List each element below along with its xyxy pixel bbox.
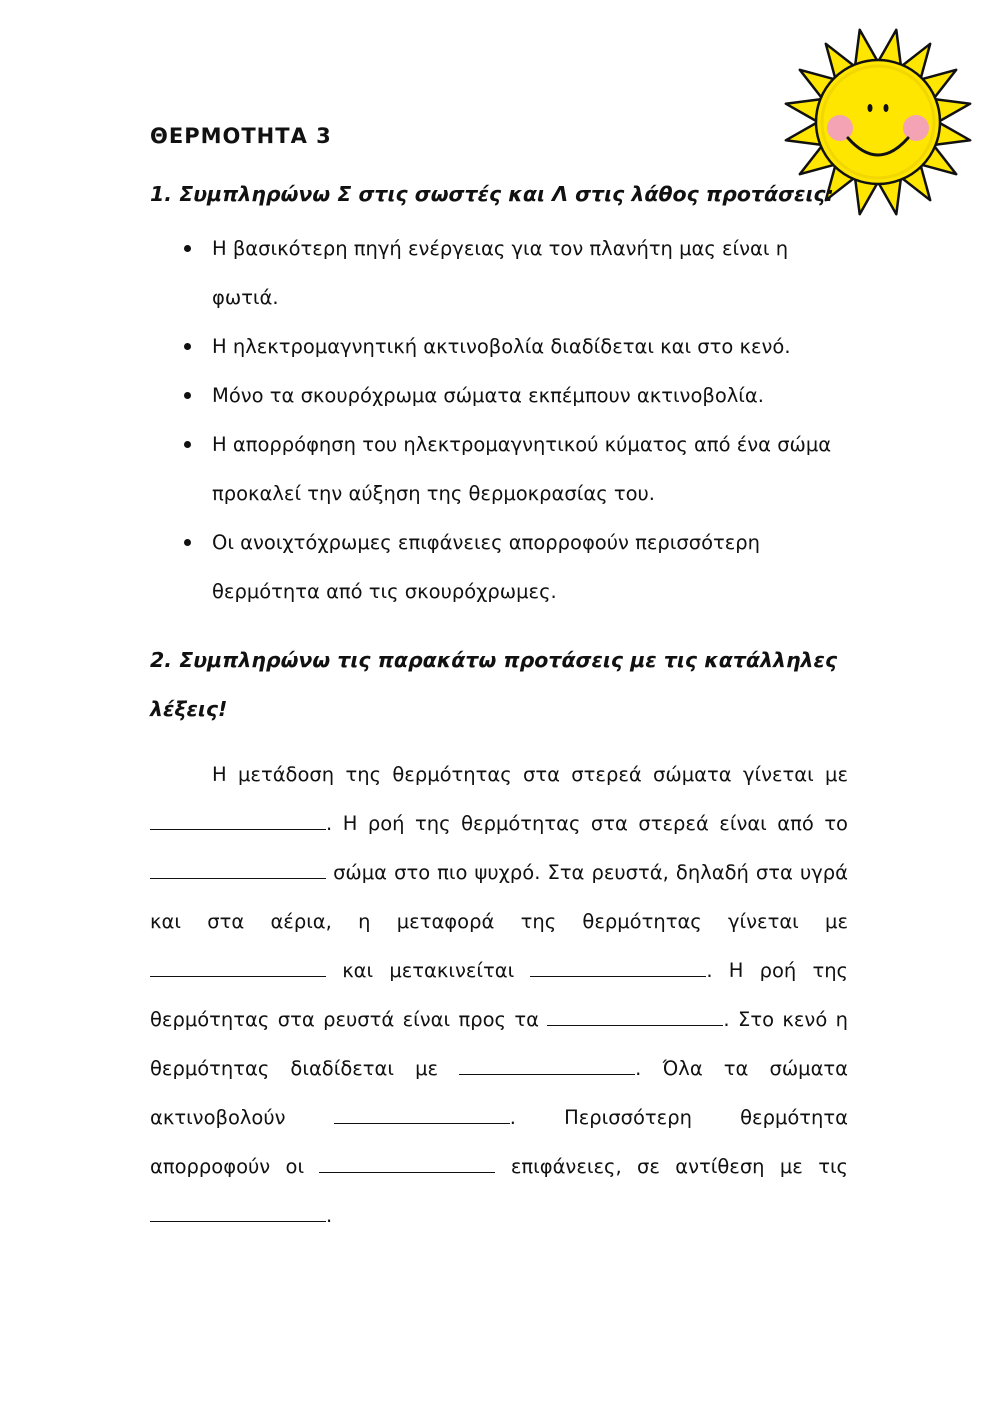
text-segment: . Στο κενό η θερμότητας διαδίδεται με	[150, 1008, 849, 1080]
fill-in-paragraph	[150, 750, 848, 1240]
blank-5[interactable]	[547, 1005, 723, 1026]
blank-2[interactable]	[150, 858, 326, 879]
blank-7[interactable]	[334, 1103, 510, 1124]
text-segment: . Όλα τα σώματα ακτινοβολούν	[150, 1057, 849, 1129]
blank-1[interactable]	[150, 809, 326, 830]
true-false-list	[150, 224, 850, 616]
text-segment: . Η ροή της θερμότητας στα στερεά είναι από το	[326, 812, 848, 835]
statement-4: Η απορρόφηση του ηλεκτρομαγνητικού κύματος από ένα σώμα προκαλεί την αύξηση της θερμοκρασίας του.	[150, 420, 850, 518]
statement-2: Η ηλεκτρομαγνητική ακτινοβολία διαδίδεται και στο κενό.	[150, 322, 850, 371]
right-eye	[884, 104, 889, 112]
blank-3[interactable]	[150, 956, 326, 977]
blank-4[interactable]	[530, 956, 706, 977]
left-eye	[868, 104, 873, 112]
statement-1: Η βασικότερη πηγή ενέργειας για τον πλανήτη μας είναι η φωτιά.	[150, 224, 850, 322]
text-segment: σώμα στο πιο ψυχρό. Στα ρευστά, δηλαδή στα υγρά και στα αέρια, η μεταφορά της θερμότητας γίνεται με	[150, 861, 849, 933]
statement-3: Μόνο τα σκουρόχρωμα σώματα εκπέμπουν ακτινοβολία.	[150, 371, 850, 420]
text-segment: . Περισσότερη θερμότητα απορροφούν οι	[150, 1106, 848, 1178]
text-segment: . Η ροή της θερμότητας στα ρευστά είναι προς τα	[150, 959, 849, 1031]
text-segment: επιφάνειες, σε αντίθεση με τις	[510, 1155, 848, 1178]
text-segment: και μετακινείται	[342, 959, 515, 982]
text-segment: .	[326, 1204, 333, 1227]
page-title: ΘΕΡΜΟΤΗΤΑ 3	[150, 124, 332, 148]
blank-6[interactable]	[459, 1054, 635, 1075]
statement-5: Οι ανοιχτόχρωμες επιφάνειες απορροφούν περισσότερη θερμότητα από τις σκουρόχρωμες.	[150, 518, 850, 616]
blank-9[interactable]	[150, 1201, 326, 1222]
section2-heading: 2. Συμπληρώνω τις παρακάτω προτάσεις με τις κατάλληλες λέξεις!	[150, 648, 838, 721]
blank-8[interactable]	[319, 1152, 495, 1173]
text-segment: Η μετάδοση της θερμότητας στα στερεά σώματα γίνεται με	[212, 763, 848, 786]
section1-heading: 1. Συμπληρώνω Σ στις σωστές και Λ στις λάθος προτάσεις:	[150, 182, 834, 206]
